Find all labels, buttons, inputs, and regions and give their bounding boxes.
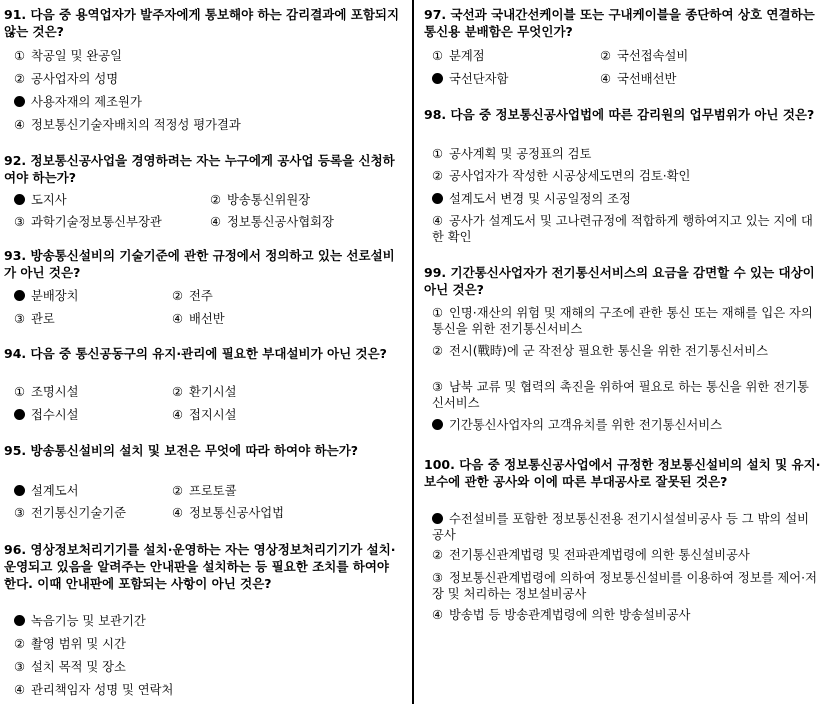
question-text xyxy=(424,264,830,298)
option-marker: ② xyxy=(172,385,184,399)
option-marker: ② xyxy=(14,637,26,651)
option-marker: ② xyxy=(172,289,184,303)
option-marker: ④ xyxy=(14,118,26,132)
option xyxy=(172,384,237,400)
option xyxy=(14,71,118,87)
answer-filled-circle-icon xyxy=(14,194,25,205)
option-marker: ④ xyxy=(172,408,184,422)
option-marker: ① xyxy=(432,49,444,63)
question-number: 100. xyxy=(424,457,455,472)
option xyxy=(432,48,485,64)
question-number: 95. xyxy=(4,443,27,458)
option-text: 접수시설 xyxy=(31,408,79,422)
option-marker: ④ xyxy=(210,215,222,229)
option-marker: ③ xyxy=(432,380,444,394)
option-marker: ② xyxy=(432,344,444,358)
option-text: 전시(戰時)에 군 작전상 필요한 통신을 위한 전기통신서비스 xyxy=(449,344,769,358)
question-98 xyxy=(424,106,830,123)
question-number: 96. xyxy=(4,542,27,557)
option-marker: ① xyxy=(14,385,26,399)
question-number: 93. xyxy=(4,248,27,263)
option xyxy=(600,48,688,64)
option-text: 배선반 xyxy=(189,312,225,326)
option-text: 프로토콜 xyxy=(189,484,237,498)
option-text: 관로 xyxy=(31,312,55,326)
question-text xyxy=(4,152,403,186)
option-text: 과학기술정보통신부장관 xyxy=(31,215,162,229)
option xyxy=(14,636,126,652)
question-96 xyxy=(4,541,403,592)
question-text xyxy=(424,6,830,40)
question-91 xyxy=(4,6,403,40)
question-text xyxy=(4,6,403,40)
answer-filled-circle-icon xyxy=(14,290,25,301)
question-number: 92. xyxy=(4,153,27,168)
option xyxy=(14,384,79,400)
option-text: 정보통신공사협회장 xyxy=(227,215,334,229)
option-text: 설계도서 xyxy=(31,484,79,498)
option-text: 수전설비를 포함한 정보통신전용 전기시설설비공사 등 그 밖의 설비공사 xyxy=(432,512,809,542)
option-marker: ① xyxy=(14,49,26,63)
question-text xyxy=(4,345,403,362)
option-text: 정보통신기술자배치의 적정성 평가결과 xyxy=(31,118,241,132)
option xyxy=(172,407,237,423)
question-stem: 방송통신설비의 기술기준에 관한 규정에서 정의하고 있는 선로설비가 아닌 것은? xyxy=(4,248,395,280)
option-marker: ③ xyxy=(14,506,26,520)
option-answer xyxy=(432,191,631,207)
question-number: 91. xyxy=(4,7,27,22)
option-text: 남북 교류 및 협력의 촉진을 위하여 필요로 하는 통신을 위한 전기통신서비스 xyxy=(432,380,809,410)
option-text: 기간통신사업자의 고객유치를 위한 전기통신서비스 xyxy=(449,418,723,432)
option-text: 착공일 및 완공일 xyxy=(31,49,123,63)
answer-filled-circle-icon xyxy=(432,193,443,204)
option-text: 전기통신관계법령 및 전파관계법령에 의한 통신설비공사 xyxy=(449,548,750,562)
question-text xyxy=(4,442,403,459)
option-marker: ④ xyxy=(172,506,184,520)
option-marker: ② xyxy=(600,49,612,63)
option xyxy=(432,146,591,162)
option xyxy=(432,305,820,337)
option-text: 녹음기능 및 보관기간 xyxy=(31,614,146,628)
option-text: 도지사 xyxy=(31,193,67,207)
option-answer xyxy=(14,94,142,110)
option xyxy=(210,214,334,230)
option xyxy=(600,71,676,87)
option xyxy=(14,311,55,327)
option-marker: ④ xyxy=(14,683,26,697)
option-marker: ③ xyxy=(14,312,26,326)
option xyxy=(172,505,284,521)
option xyxy=(432,547,824,563)
option-marker: ③ xyxy=(432,571,444,585)
option-text: 공사가 설계도서 및 고나련규정에 적합하게 행하여지고 있는 지에 대한 확인 xyxy=(432,214,813,244)
option xyxy=(432,607,690,623)
question-text xyxy=(424,106,830,123)
question-94 xyxy=(4,345,403,362)
option-text: 정보통신관계법령에 의하여 정보통신설비를 이용하여 정보를 제어·저장 및 처리하는 정보설비공사 xyxy=(432,571,817,601)
option-answer xyxy=(432,71,508,87)
option-text: 촬영 범위 및 시간 xyxy=(31,637,126,651)
question-stem: 방송통신설비의 설치 및 보전은 무엇에 따라 하여야 하는가? xyxy=(30,443,359,458)
question-99 xyxy=(424,264,830,298)
option-marker: ④ xyxy=(432,608,444,622)
option-marker: ④ xyxy=(172,312,184,326)
column-divider xyxy=(412,0,414,704)
question-92 xyxy=(4,152,403,186)
question-stem: 기간통신사업자가 전기통신서비스의 요금을 감면할 수 있는 대상이 아닌 것은? xyxy=(424,265,815,297)
option-text: 환기시설 xyxy=(189,385,237,399)
option xyxy=(172,483,237,499)
question-95 xyxy=(4,442,403,459)
option-marker: ② xyxy=(210,193,222,207)
option-text: 설계도서 변경 및 시공일정의 조정 xyxy=(449,192,631,206)
option-marker: ③ xyxy=(14,660,26,674)
option-text: 사용자재의 제조원가 xyxy=(31,95,142,109)
option-answer xyxy=(14,407,79,423)
option-text: 분배장치 xyxy=(31,289,79,303)
option-answer xyxy=(432,417,722,433)
option-text: 정보통신공사업법 xyxy=(189,506,285,520)
option-text: 설치 목적 및 장소 xyxy=(31,660,126,674)
option-text: 전기통신기술기준 xyxy=(31,506,127,520)
option xyxy=(14,505,126,521)
option-marker: ① xyxy=(432,147,444,161)
answer-filled-circle-icon xyxy=(432,419,443,430)
option-answer xyxy=(14,613,146,629)
answer-filled-circle-icon xyxy=(14,485,25,496)
option xyxy=(432,213,820,245)
option-marker: ② xyxy=(432,169,444,183)
answer-filled-circle-icon xyxy=(14,96,25,107)
question-number: 97. xyxy=(424,7,447,22)
option-text: 방송법 등 방송관계법령에 의한 방송설비공사 xyxy=(449,608,691,622)
question-100 xyxy=(424,456,830,490)
option-text: 공사업자가 작성한 시공상세도면의 검토·확인 xyxy=(449,169,691,183)
answer-filled-circle-icon xyxy=(14,615,25,626)
option-text: 관리책임자 성명 및 연락처 xyxy=(31,683,174,697)
question-stem: 다음 중 용역업자가 발주자에게 통보해야 하는 감리결과에 포함되지 않는 것은? xyxy=(4,7,400,39)
option-text: 분계점 xyxy=(449,49,485,63)
option-marker: ② xyxy=(14,72,26,86)
question-number: 99. xyxy=(424,265,447,280)
option-text: 방송통신위원장 xyxy=(227,193,311,207)
option-marker: ② xyxy=(172,484,184,498)
answer-filled-circle-icon xyxy=(432,513,443,524)
option-marker: ① xyxy=(432,306,444,320)
option-text: 공사계획 및 공정표의 검토 xyxy=(449,147,592,161)
question-stem: 영상정보처리기기를 설치·운영하는 자는 영상정보처리기기가 설치·운영되고 있음을 알려주는 안내판을 설치하는 등 필요한 조치를 하여야 한다. 이때 안내판에 포함되는 사항이 아닌 것은? xyxy=(4,542,396,591)
question-number: 98. xyxy=(424,107,447,122)
question-stem: 정보통신공사업을 경영하려는 자는 누구에게 공사업 등록을 신청하여야 하는가? xyxy=(4,153,395,185)
option-text: 인명·재산의 위험 및 재해의 구조에 관한 통신 또는 재해를 입은 자의 통신을 위한 전기통신서비스 xyxy=(432,306,813,336)
option-marker: ④ xyxy=(600,72,612,86)
answer-filled-circle-icon xyxy=(432,73,443,84)
option-text: 전주 xyxy=(189,289,213,303)
option-answer xyxy=(14,288,79,304)
option xyxy=(172,288,213,304)
question-number: 94. xyxy=(4,346,27,361)
option-text: 국선단자함 xyxy=(449,72,509,86)
question-text xyxy=(4,247,403,281)
option-answer xyxy=(14,483,79,499)
option-text: 국선접속설비 xyxy=(617,49,689,63)
option xyxy=(432,343,820,359)
option-marker: ③ xyxy=(14,215,26,229)
question-97 xyxy=(424,6,830,40)
option-text: 공사업자의 성명 xyxy=(31,72,119,86)
question-stem: 국선과 국내간선케이블 또는 구내케이블을 종단하여 상호 연결하는 통신용 분배함은 무엇인가? xyxy=(424,7,815,39)
option-marker: ② xyxy=(432,548,444,562)
option-text: 국선배선반 xyxy=(617,72,677,86)
option xyxy=(172,311,225,327)
question-stem: 다음 중 통신공동구의 유지·관리에 필요한 부대설비가 아닌 것은? xyxy=(30,346,387,361)
question-93 xyxy=(4,247,403,281)
option xyxy=(14,682,173,698)
option xyxy=(432,379,820,411)
option xyxy=(210,192,310,208)
question-text xyxy=(4,541,403,592)
option xyxy=(14,659,126,675)
option-marker: ④ xyxy=(432,214,444,228)
option xyxy=(14,117,241,133)
option xyxy=(14,214,162,230)
answer-filled-circle-icon xyxy=(14,409,25,420)
option-answer xyxy=(432,511,820,543)
option xyxy=(432,570,820,602)
question-text xyxy=(424,456,830,490)
option-answer xyxy=(14,192,67,208)
question-stem: 다음 중 정보통신공사업에서 규정한 정보통신설비의 설치 및 유지·보수에 관한 공사와 이에 따른 부대공사로 잘못된 것은? xyxy=(424,457,821,489)
question-stem: 다음 중 정보통신공사업법에 따른 감리원의 업무범위가 아닌 것은? xyxy=(450,107,815,122)
option-text: 접지시설 xyxy=(189,408,237,422)
option-text: 조명시설 xyxy=(31,385,79,399)
option xyxy=(432,168,690,184)
option xyxy=(14,48,122,64)
